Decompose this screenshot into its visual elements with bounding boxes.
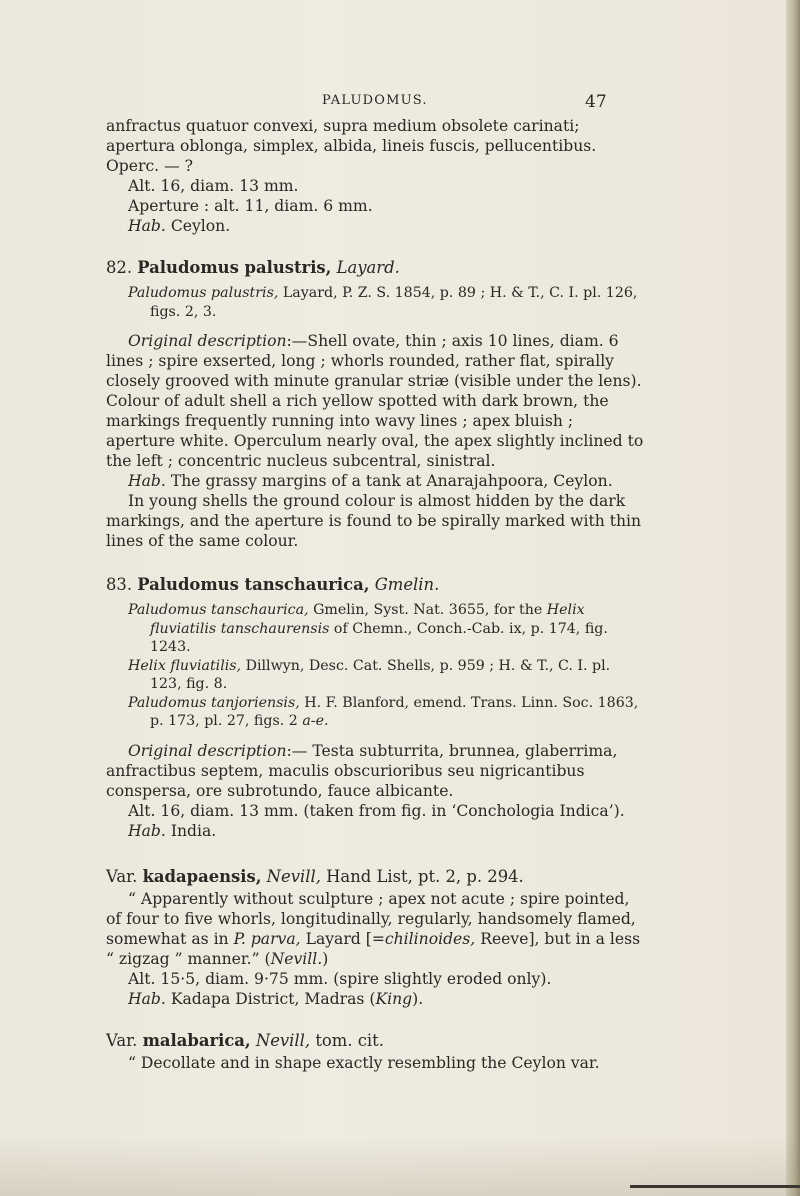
intro-line: apertura oblonga, simplex, albida, lineis fuscis, pellucentibus. [106,137,597,155]
synonym-ref: H. F. Blanford, emend. Trans. Linn. Soc. 1863, p. 173, pl. 27, figs. 2 [150,694,639,729]
synonym-figs: a-e. [302,713,329,729]
habitat-text: The grassy margins of a tank at Anarajahpoora, Ceylon. [170,472,613,490]
species-author: Gmelin. [374,575,440,594]
species-ref: P. parva, [233,929,301,948]
synonymy-entry [106,601,646,657]
description-text: :—Shell ovate, thin ; axis 10 lines, diam. 6 lines ; spire exserted, long ; whorls rounded, rather flat, spirally closely grooved with minute granular striæ (visible under the lens). Colour of adult shell a rich yellow spotted with dark brown, the markings frequently running into wavy lines ; apex bluish ; aperture white. Operculum nearly oval, the apex slightly inclined to the left ; concentric nucleus subcentral, sinistral. [106,332,644,470]
variety-prefix: Var. [106,1030,138,1050]
habitat-collector: King [375,989,413,1008]
synonymy-entry [106,694,646,731]
habitat-text: Ceylon. [170,217,231,235]
habitat-label: Hab. [128,989,166,1008]
habitat-text: India. [170,821,217,840]
measurement-line: Alt. 15·5, diam. 9·75 mm. (spire slightly eroded only). [128,969,552,988]
variety-quote: “ Apparently without sculpture ; apex not acute ; spire pointed, of four to five whorls, longitudinally, regularly, handsomely flamed, somewhat as in P. parva, Layard [=chilinoides, Reeve], but in a less “ zigzag ” manner.” (Nevill.) [106,889,641,968]
synonym-name: Paludomus palustris, [128,285,279,301]
variety-ref: Hand List, pt. 2, p. 294. [326,866,524,886]
species-name: Paludomus tanschaurica, [137,575,370,594]
page-edge [786,0,800,1196]
variety-heading [106,1031,646,1051]
habitat-label: Hab. [128,217,166,235]
operculum-line: Operc. — ? [106,157,194,175]
species-number: 82. [106,258,133,277]
species-83 [106,575,646,841]
synonym-ref: of Chemn., Conch.-Cab. ix, p. 174, fig. 1243. [150,620,608,655]
running-head: PALUDOMUS. [322,93,428,108]
description [106,741,646,801]
habitat-line [106,471,646,491]
variety-name: kadapaensis, [142,866,262,886]
quote-author: Nevill. [270,949,323,968]
description [106,331,646,471]
description-label: Original description [128,741,287,760]
page-number: 47 [585,92,607,112]
variety-kadapaensis [106,867,646,1009]
page-body [106,116,646,1073]
intro-block [106,116,646,236]
variety-ref: tom. cit. [315,1030,384,1050]
young-shells-note: In young shells the ground colour is almost hidden by the dark markings, and the aperture is found to be spirally marked with thin lines of the same colour. [106,492,642,550]
species-number: 83. [106,575,133,594]
description-label: Original description [128,332,287,350]
variety-malabarica [106,1031,646,1073]
synonym-name: Helix fluviatilis, [128,657,242,674]
description-text: :— Testa subturrita, brunnea, glaberrima, anfractibus septem, maculis obscurioribus seu nigricantibus conspersa, ore subrotundo, fauce albicante. [106,741,618,800]
synonym-name: Paludomus tanschaurica, [128,602,309,618]
synonym-name: Helix fluviatilis tanschaurensis [150,602,585,637]
synonym-ref: Dillwyn, Desc. Cat. Shells, p. 959 ; H. & T., C. I. pl. 123, fig. 8. [150,657,611,692]
species-name: Paludomus palustris, [137,258,332,277]
variety-quote: “ Decollate and in shape exactly resembling the Ceylon var. [128,1053,600,1072]
habitat-label: Hab. [128,472,166,490]
synonym-name: Paludomus tanjoriensis, [128,694,300,711]
habitat-line [106,821,646,841]
synonym-ref: Gmelin, Syst. Nat. 3655, for the [313,602,543,618]
variety-author: Nevill, [255,1030,311,1050]
species-heading [106,575,646,595]
bottom-rule [630,1185,800,1188]
page-header [0,93,800,115]
species-author: Layard. [336,258,400,277]
aperture-line: Aperture : alt. 11, diam. 6 mm. [128,197,373,215]
habitat-label: Hab. [128,821,166,840]
measurement-line: Alt. 16, diam. 13 mm. [128,177,299,195]
habitat-line [106,216,646,236]
variety-prefix: Var. [106,866,138,886]
synonymy-entry [106,657,646,694]
synonym-ref: Layard, P. Z. S. 1854, p. 89 ; H. & T., C. I. pl. 126, figs. 2, 3. [150,285,638,320]
synonymy-entry [106,284,646,321]
variety-heading [106,867,646,887]
habitat-line: Hab. Kadapa District, Madras (King). [128,989,424,1008]
intro-line: anfractus quatuor convexi, supra medium obsolete carinati; [106,117,580,135]
variety-author: Nevill, [266,866,321,886]
measurement-line: Alt. 16, diam. 13 mm. (taken from fig. in ‘Conchologia Indica’). [128,801,625,820]
synonym-ref: chilinoides, [384,929,476,948]
variety-name: malabarica, [142,1030,251,1050]
species-heading [106,258,646,278]
species-82 [106,258,646,551]
